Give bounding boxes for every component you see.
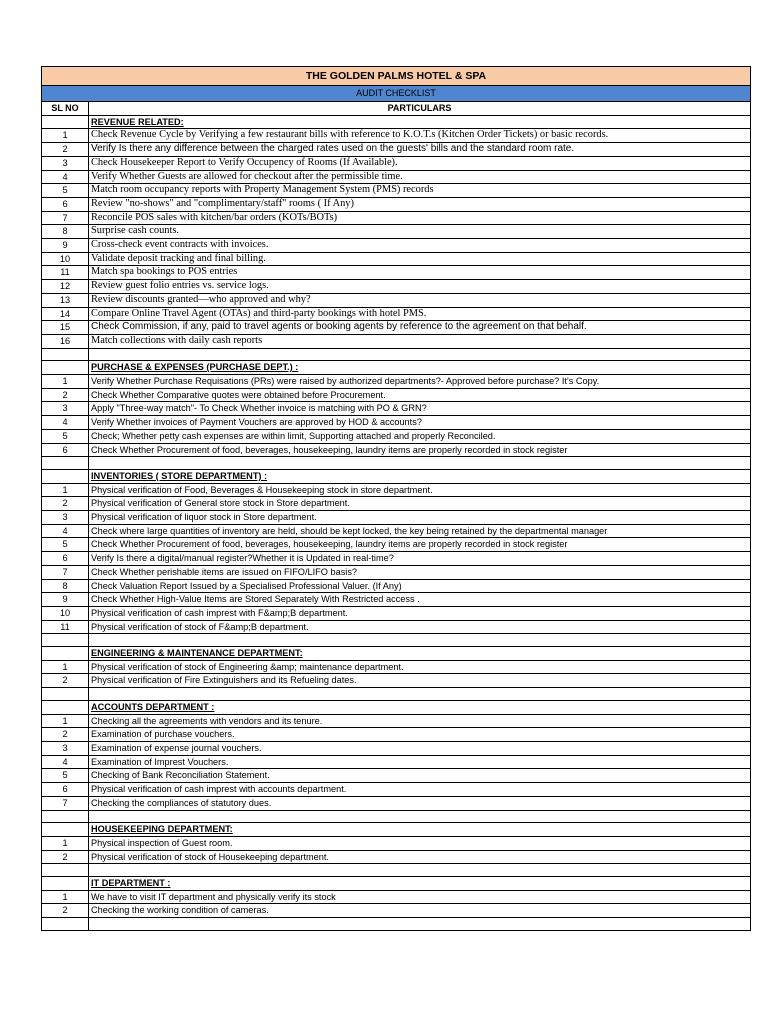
table-row (42, 524, 751, 538)
blank-cell (89, 634, 751, 647)
blank-cell (42, 348, 89, 361)
particular-text: Check Revenue Cycle by Verifying a few restaurant bills with reference to K.O.T.s (Kitchen Order Tickets) or basic records. (89, 129, 751, 143)
serial-number: 2 (42, 674, 89, 688)
serial-number: 10 (42, 252, 89, 266)
table-row (42, 252, 751, 266)
particular-text: Check; Whether petty cash expenses are within limit, Supporting attached and properly Reconciled. (89, 429, 751, 443)
table-row (42, 129, 751, 143)
serial-number: 2 (42, 728, 89, 742)
particular-text: Physical verification of cash imprest with accounts department. (89, 783, 751, 797)
serial-number: 7 (42, 211, 89, 225)
table-row (42, 211, 751, 225)
particular-text: Match room occupancy reports with Property Management System (PMS) records (89, 184, 751, 198)
blank-row (42, 918, 751, 931)
particular-text: Physical verification of stock of Housekeeping department. (89, 850, 751, 864)
section-heading-row (42, 700, 751, 714)
blank-cell (42, 634, 89, 647)
particular-text: Checking all the agreements with vendors and its tenure. (89, 714, 751, 728)
blank-cell (42, 810, 89, 823)
section-heading-row (42, 647, 751, 661)
particular-text: Physical verification of liquor stock in Store department. (89, 511, 751, 525)
serial-number: 6 (42, 443, 89, 457)
serial-number: 3 (42, 511, 89, 525)
table-row (42, 321, 751, 335)
table-row (42, 538, 751, 552)
section-heading-row (42, 115, 751, 129)
table-row (42, 769, 751, 783)
table-row (42, 836, 751, 850)
particular-text: Physical verification of Food, Beverages & Housekeeping stock in store department. (89, 483, 751, 497)
title-row (42, 67, 751, 86)
serial-number: 2 (42, 497, 89, 511)
serial-number: 4 (42, 755, 89, 769)
table-row (42, 511, 751, 525)
particular-text: Review guest folio entries vs. service logs. (89, 280, 751, 294)
section-heading-number-cell (42, 876, 89, 890)
particular-text: Check where large quantities of inventory are held, should be kept locked, the key being retained by the departmental manager (89, 524, 751, 538)
section-heading: ENGINEERING & MAINTENANCE DEPARTMENT: (89, 647, 751, 661)
table-row (42, 579, 751, 593)
section-heading-number-cell (42, 469, 89, 483)
blank-row (42, 864, 751, 877)
table-row (42, 197, 751, 211)
table-row (42, 890, 751, 904)
particular-text: Check Whether perishable items are issued on FIFO/LIFO basis? (89, 565, 751, 579)
particular-text: Check Whether Procurement of food, beverages, housekeeping, laundry items are properly recorded in stock register (89, 538, 751, 552)
section-heading-row (42, 876, 751, 890)
particular-text: Checking the working condition of cameras. (89, 904, 751, 918)
table-row (42, 156, 751, 170)
serial-number: 1 (42, 483, 89, 497)
table-row (42, 904, 751, 918)
section-heading-number-cell (42, 823, 89, 837)
blank-cell (42, 864, 89, 877)
serial-number: 10 (42, 606, 89, 620)
blank-row (42, 688, 751, 701)
table-row (42, 170, 751, 184)
particular-text: Checking of Bank Reconciliation Statement. (89, 769, 751, 783)
table-row (42, 755, 751, 769)
particular-text: Physical verification of stock of F&amp;B department. (89, 620, 751, 634)
serial-number: 2 (42, 388, 89, 402)
serial-number: 9 (42, 593, 89, 607)
section-heading: INVENTORIES ( STORE DEPARTMENT) : (89, 469, 751, 483)
table-row (42, 728, 751, 742)
serial-number: 3 (42, 402, 89, 416)
serial-number: 2 (42, 850, 89, 864)
particular-text: Verify Whether Guests are allowed for checkout after the permissible time. (89, 170, 751, 184)
serial-number: 1 (42, 714, 89, 728)
sheet-title: THE GOLDEN PALMS HOTEL & SPA (42, 67, 751, 86)
serial-number: 1 (42, 890, 89, 904)
serial-number: 1 (42, 129, 89, 143)
table-row (42, 714, 751, 728)
particular-text: Review discounts granted—who approved and why? (89, 293, 751, 307)
header-row (42, 102, 751, 116)
section-heading-number-cell (42, 115, 89, 129)
particular-text: Verify Is there a digital/manual register?Whether it is Updated in real-time? (89, 552, 751, 566)
particular-text: Check Housekeeper Report to Verify Occupency of Rooms (If Available). (89, 156, 751, 170)
particular-text: Cross-check event contracts with invoices. (89, 239, 751, 253)
particular-text: Verify Whether Purchase Requisations (PRs) were raised by authorized departments?- Approved before purchase? It's Copy. (89, 375, 751, 389)
serial-number: 1 (42, 375, 89, 389)
blank-cell (89, 348, 751, 361)
serial-number: 16 (42, 334, 89, 348)
serial-number: 13 (42, 293, 89, 307)
section-heading-number-cell (42, 647, 89, 661)
particular-text: Physical verification of cash imprest with F&amp;B department. (89, 606, 751, 620)
table-row (42, 497, 751, 511)
particular-text: Reconcile POS sales with kitchen/bar orders (KOTs/BOTs) (89, 211, 751, 225)
serial-number: 14 (42, 307, 89, 321)
serial-number: 7 (42, 565, 89, 579)
sheet-subtitle: AUDIT CHECKLIST (42, 86, 751, 102)
serial-number: 4 (42, 170, 89, 184)
particular-text: Match spa bookings to POS entries (89, 266, 751, 280)
table-row (42, 593, 751, 607)
table-row (42, 225, 751, 239)
section-heading: IT DEPARTMENT : (89, 876, 751, 890)
serial-number: 8 (42, 225, 89, 239)
particular-text: Match collections with daily cash reports (89, 334, 751, 348)
table-row (42, 606, 751, 620)
serial-number: 4 (42, 524, 89, 538)
table-row (42, 293, 751, 307)
particular-text: Verify Whether invoices of Payment Vouchers are approved by HOD & accounts? (89, 416, 751, 430)
particular-text: Check Commission, if any, paid to travel agents or booking agents by reference to the agreement on that behalf. (89, 321, 751, 335)
table-row (42, 375, 751, 389)
serial-number: 7 (42, 796, 89, 810)
blank-cell (89, 810, 751, 823)
table-row (42, 620, 751, 634)
table-row (42, 416, 751, 430)
serial-number: 6 (42, 783, 89, 797)
serial-number: 1 (42, 836, 89, 850)
particular-text: Check Valuation Report Issued by a Specialised Professional Valuer. (If Any) (89, 579, 751, 593)
section-heading-number-cell (42, 700, 89, 714)
particular-text: Physical verification of Fire Extinguishers and its Refueling dates. (89, 674, 751, 688)
blank-row (42, 634, 751, 647)
particular-text: Examination of Imprest Vouchers. (89, 755, 751, 769)
serial-number: 3 (42, 741, 89, 755)
serial-number: 5 (42, 538, 89, 552)
table-row (42, 280, 751, 294)
table-row (42, 239, 751, 253)
particular-text: Physical verification of stock of Engineering &amp; maintenance department. (89, 660, 751, 674)
table-row (42, 850, 751, 864)
serial-number: 6 (42, 552, 89, 566)
blank-cell (42, 918, 89, 931)
particular-text: Physical verification of General store stock in Store department. (89, 497, 751, 511)
serial-number: 5 (42, 184, 89, 198)
serial-number: 2 (42, 143, 89, 157)
table-row (42, 660, 751, 674)
table-row (42, 483, 751, 497)
particular-text: Check Whether Procurement of food, beverages, housekeeping, laundry items are properly recorded in stock register (89, 443, 751, 457)
table-row (42, 143, 751, 157)
particular-text: Verify Is there any difference between the charged rates used on the guests' bills and the standard room rate. (89, 143, 751, 157)
serial-number: 3 (42, 156, 89, 170)
table-row (42, 388, 751, 402)
table-row (42, 443, 751, 457)
particular-text: Checking the compliances of statutory dues. (89, 796, 751, 810)
serial-number: 9 (42, 239, 89, 253)
table-row (42, 552, 751, 566)
subtitle-row (42, 86, 751, 102)
particular-text: Examination of expense journal vouchers. (89, 741, 751, 755)
table-row (42, 565, 751, 579)
serial-number: 2 (42, 904, 89, 918)
audit-checklist-table (41, 66, 751, 931)
checklist-body (42, 67, 751, 931)
table-row (42, 266, 751, 280)
blank-row (42, 457, 751, 470)
section-heading: HOUSEKEEPING DEPARTMENT: (89, 823, 751, 837)
blank-cell (89, 457, 751, 470)
section-heading: ACCOUNTS DEPARTMENT : (89, 700, 751, 714)
particular-text: Compare Online Travel Agent (OTAs) and third-party bookings with hotel PMS. (89, 307, 751, 321)
blank-cell (89, 918, 751, 931)
table-row (42, 184, 751, 198)
serial-number: 11 (42, 266, 89, 280)
table-row (42, 402, 751, 416)
particular-text: We have to visit IT department and physically verify its stock (89, 890, 751, 904)
section-heading-number-cell (42, 361, 89, 375)
serial-number: 15 (42, 321, 89, 335)
serial-number: 6 (42, 197, 89, 211)
table-row (42, 429, 751, 443)
table-row (42, 783, 751, 797)
sl-no-header: SL NO (42, 102, 89, 116)
table-row (42, 307, 751, 321)
section-heading-row (42, 469, 751, 483)
serial-number: 11 (42, 620, 89, 634)
serial-number: 5 (42, 769, 89, 783)
serial-number: 12 (42, 280, 89, 294)
section-heading: PURCHASE & EXPENSES (PURCHASE DEPT.) : (89, 361, 751, 375)
serial-number: 5 (42, 429, 89, 443)
serial-number: 1 (42, 660, 89, 674)
particulars-header: PARTICULARS (89, 102, 751, 116)
blank-cell (89, 864, 751, 877)
blank-cell (89, 688, 751, 701)
particular-text: Validate deposit tracking and final billing. (89, 252, 751, 266)
section-heading-row (42, 361, 751, 375)
serial-number: 8 (42, 579, 89, 593)
particular-text: Apply "Three-way match"- To Check Whether invoice is matching with PO & GRN? (89, 402, 751, 416)
blank-row (42, 810, 751, 823)
table-row (42, 741, 751, 755)
particular-text: Examination of purchase vouchers. (89, 728, 751, 742)
table-row (42, 796, 751, 810)
table-row (42, 674, 751, 688)
particular-text: Check Whether Comparative quotes were obtained before Procurement. (89, 388, 751, 402)
particular-text: Review "no-shows" and "complimentary/staff" rooms ( If Any) (89, 197, 751, 211)
particular-text: Surprise cash counts. (89, 225, 751, 239)
blank-cell (42, 457, 89, 470)
table-row (42, 334, 751, 348)
section-heading-row (42, 823, 751, 837)
particular-text: Physical inspection of Guest room. (89, 836, 751, 850)
blank-row (42, 348, 751, 361)
serial-number: 4 (42, 416, 89, 430)
blank-cell (42, 688, 89, 701)
section-heading: REVENUE RELATED: (89, 115, 751, 129)
particular-text: Check Whether High-Value Items are Stored Separately With Restricted access . (89, 593, 751, 607)
